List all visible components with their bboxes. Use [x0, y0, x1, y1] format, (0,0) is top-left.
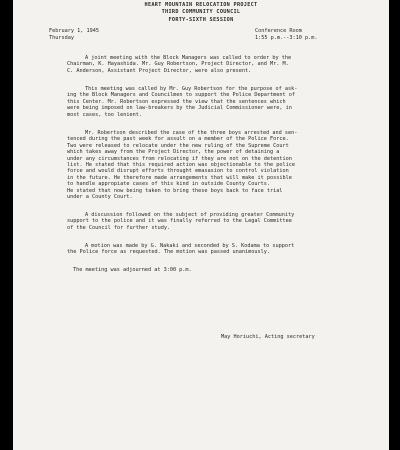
- paragraph-line: the Police force as requested. The motion was passed unanimously.: [67, 249, 271, 256]
- meeting-time: 1:55 p.m.--3:10 p.m.: [255, 35, 318, 41]
- paragraph-line: in the future. He therefore made arrangements that will make it possible: [67, 174, 292, 181]
- paragraph-line: A discussion followed on the subject of providing greater Community: [85, 212, 295, 218]
- header-council-name: THIRD COMMUNITY COUNCIL: [161, 9, 241, 15]
- paragraph-discussion: [67, 212, 367, 231]
- paragraph-line: to handle appropiate cases of this kind in outside County Courts.: [67, 181, 271, 188]
- paragraph-line: C. Anderson, Assistant Project Director, were also present.: [67, 67, 252, 74]
- signature-line: May Horiuchi, Acting secretary: [221, 334, 315, 340]
- meeting-room: Conference Room: [255, 28, 302, 34]
- paragraph-line: Chairman, K. Hayashida. Mr. Guy Robertson, Project Director, and Mr. M.: [67, 61, 289, 68]
- paragraph-line: The meeting was adjourned at 3:00 p.m.: [73, 267, 192, 273]
- paragraph-line: ing the Block Managers and Councilmen to support the Police Department of: [67, 92, 295, 99]
- paragraph-line: were being imposed on law-breakers by the Judicial Commissioner were, in: [67, 105, 292, 112]
- paragraph-line: list. He stated that this required action was objectionable to the police: [67, 162, 295, 169]
- paragraph-line: most cases, too lenient.: [67, 111, 142, 118]
- header-session: FORTY-SIXTH SESSION: [168, 17, 234, 23]
- paragraph-line: which takes away from the Project Director, the power of detaining a: [67, 149, 280, 156]
- paragraph-line: under any circumstances from relocating if they are not on the detention: [67, 155, 292, 162]
- meeting-date: February 1, 1945: [49, 28, 99, 34]
- paragraph-case-description: [67, 130, 367, 200]
- paragraph-line: of the Council for further study.: [67, 224, 171, 231]
- paragraph-line: Mr. Robertson described the case of the three boys arrested and sen-: [85, 130, 298, 136]
- paragraph-line: A motion was made by G. Nakaki and seconded by S. Kodama to support: [85, 243, 295, 249]
- paragraph-line: A joint meeting with the Block Managers was called to order by the: [85, 55, 292, 61]
- paragraph-line: tenced during the past week for assult on a member of the Police Force.: [67, 136, 289, 143]
- paragraph-line: under a County Court.: [67, 194, 133, 201]
- paragraph-line: support to the police and it was finally referred to the Legal Committee: [67, 218, 292, 225]
- paragraph-adjournment: [67, 267, 367, 273]
- paragraph-purpose: [67, 86, 367, 118]
- paper-sheet: [13, 0, 389, 450]
- paragraph-line: He stated that now being taken to bring these boys back to face trial: [67, 187, 283, 194]
- paragraph-opening: [67, 55, 367, 74]
- paragraph-line: this Center. Mr. Robertson expressed the view that the sentences which: [67, 98, 286, 105]
- paragraph-line: This meeting was called by Mr. Guy Robertson for the purpose of ask-: [85, 86, 298, 92]
- paragraph-line: force and would disrupt efforts throught emasasion to control violation: [67, 168, 289, 175]
- header-project-name: HEART MOUNTAIN RELOCATION PROJECT: [144, 2, 258, 8]
- meeting-day: Thursday: [49, 35, 74, 41]
- paragraph-line: Two were released to relocate under the new ruling of the Supreme Court: [67, 142, 289, 149]
- paragraph-motion: [67, 243, 367, 256]
